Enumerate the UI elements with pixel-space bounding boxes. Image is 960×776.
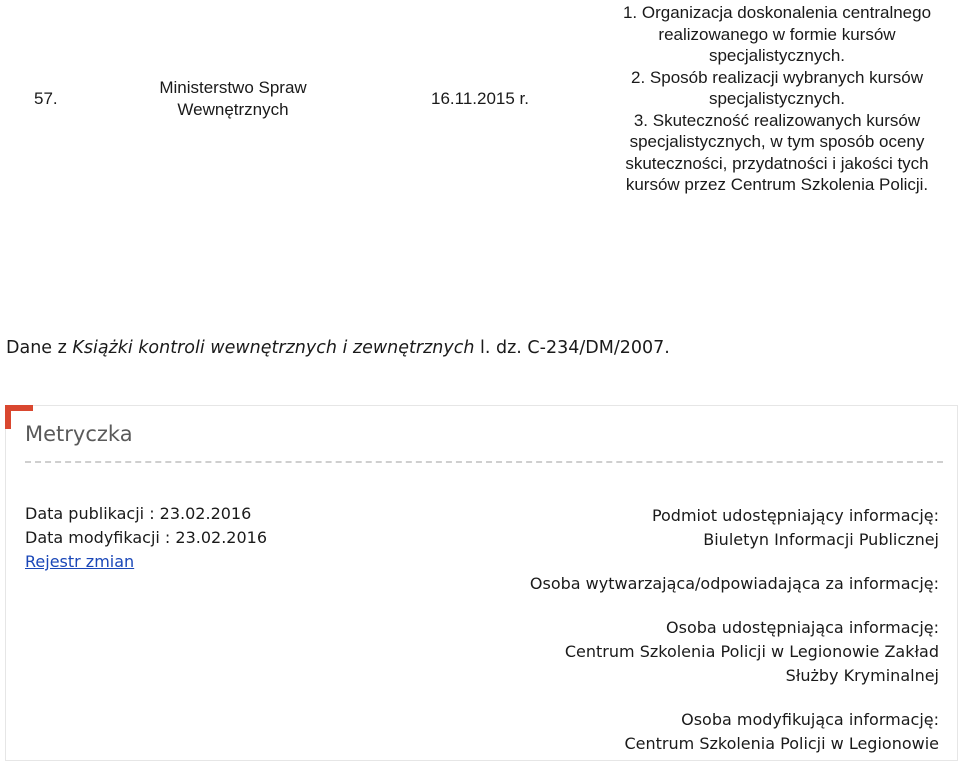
provider-group (379, 504, 939, 552)
source-suffix: l. dz. C-234/DM/2007. (474, 338, 670, 358)
topic-line: specjalistycznych, w tym sposób oceny (629, 132, 925, 151)
topic-line: 2. Sposób realizacji wybranych kursów (631, 67, 923, 87)
producer-group (379, 572, 939, 596)
sharer-label: Osoba udostępniająca informację: (666, 618, 939, 637)
modification-date: Data modyfikacji : 23.02.2016 (25, 528, 268, 547)
sharer-value-line-1: Centrum Szkolenia Policji w Legionowie Zakład (564, 642, 939, 661)
modifier-group (379, 708, 939, 756)
institution-line-1: Ministerstwo Spraw (159, 78, 307, 97)
metryczka-panel (5, 405, 958, 761)
topic-line: realizowanego w formie kursów (658, 24, 896, 44)
sharer-group (379, 616, 939, 688)
producer-label: Osoba wytwarzająca/odpowiadająca za informację: (529, 574, 939, 593)
topic-line: kursów przez Centrum Szkolenia Policji. (625, 175, 929, 194)
publication-date: Data publikacji : 23.02.2016 (25, 504, 252, 523)
topic-line: 3. Skuteczność realizowanych kursów (633, 110, 921, 130)
institution-line-2: Wewnętrznych (177, 99, 289, 119)
provider-value: Biuletyn Informacji Publicznej (703, 530, 939, 549)
metryczka-details (379, 504, 939, 776)
topic-line: skuteczności, przydatności i jakości tych (625, 153, 929, 173)
row-topics (602, 2, 952, 196)
dashed-divider (25, 461, 943, 463)
topic-line: specjalistycznych. (708, 46, 846, 65)
source-line (6, 336, 670, 360)
provider-label: Podmiot udostępniający informację: (651, 506, 939, 525)
topic-line: specjalistycznych. (708, 89, 846, 108)
modifier-value: Centrum Szkolenia Policji w Legionowie (624, 734, 939, 753)
topic-line: 1. Organizacja doskonalenia centralnego (622, 3, 932, 22)
row-number: 57. (34, 89, 58, 108)
source-prefix: Dane z (6, 338, 73, 358)
row-institution (138, 77, 328, 120)
metryczka-title: Metryczka (25, 422, 133, 446)
sharer-value-line-2: Służby Kryminalnej (785, 666, 939, 685)
changes-register-link[interactable]: Rejestr zmian (25, 552, 135, 571)
modifier-label: Osoba modyfikująca informację: (681, 710, 939, 729)
row-date: 16.11.2015 r. (431, 89, 529, 108)
book-title: Książki kontroli wewnętrznych i zewnętrznych (72, 338, 475, 358)
